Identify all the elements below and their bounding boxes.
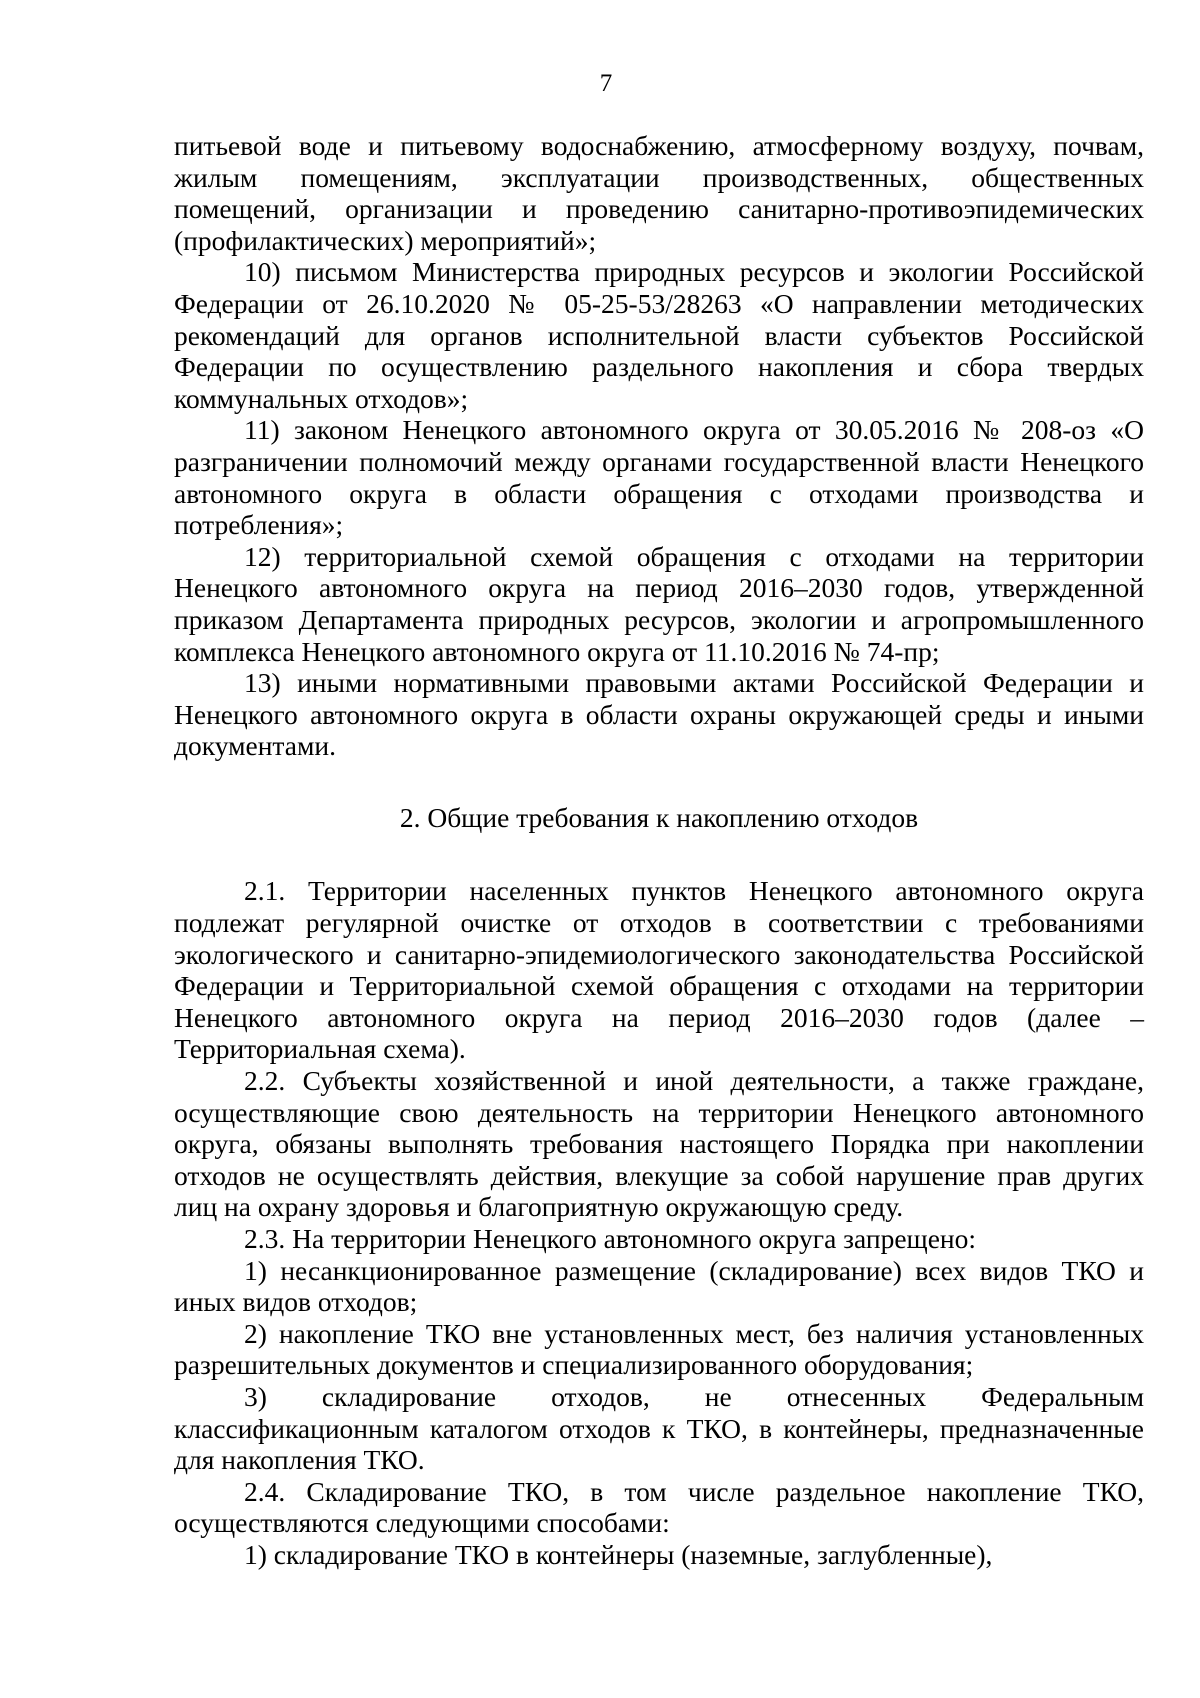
clause-2-4-item-1: 1) складирование ТКО в контейнеры (наземные, заглубленные), — [244, 1538, 993, 1570]
paragraph-continuation: питьевой воде и питьевому водоснабжению, атмосферному воздуху, почвам, жилым помещениям, эксплуатации производственных, общественных помещений, организации и проведению санитарно-противоэпидемических (профилактических) мероприятий»; — [174, 130, 1144, 256]
document-body — [174, 130, 1144, 1571]
list-item-10: 10) письмом Министерства природных ресурсов и экологии Российской Федерации от 26.10.2020 № 05-25-53/28263 «О направлении методических рекомендаций для органов исполнительной власти субъектов Российской Федерации по осуществлению раздельного накопления и сбора твердых коммунальных отходов»; — [174, 256, 1144, 414]
section-heading: 2. Общие требования к накоплению отходов — [399, 801, 919, 833]
clause-2-2: 2.2. Субъекты хозяйственной и иной деятельности, а также граждане, осуществляющие свою деятельность на территории Ненецкого автономного округа, обязаны выполнять требования настоящего Порядка при накоплении отходов не осуществлять действия, влекущие за собой нарушение прав других лиц на охрану здоровья и благоприятную окружающую среду. — [174, 1065, 1144, 1223]
clause-2-3: 2.3. На территории Ненецкого автономного округа запрещено: — [244, 1223, 977, 1254]
clause-2-1: 2.1. Территории населенных пунктов Ненецкого автономного округа подлежат регулярной очистке от отходов в соответствии с требованиями экологического и санитарно-эпидемиологического законодательства Российской Федерации и Территориальной схемой обращения с отходами на территории Ненецкого автономного округа на период 2016–2030 годов (далее – Территориальная схема). — [174, 875, 1144, 1065]
clause-2-3-item-3: 3) складирование отходов, не отнесенных Федеральным классификационным каталогом отходов к ТКО, в контейнеры, предназначенные для накопления ТКО. — [174, 1380, 1144, 1476]
clause-2-3-item-1: 1) несанкционированное размещение (складирование) всех видов ТКО и иных видов отходов; — [174, 1254, 1144, 1318]
clause-2-4: 2.4. Складирование ТКО, в том числе раздельное накопление ТКО, осуществляются следующими способами: — [174, 1475, 1144, 1539]
list-item-13: 13) иными нормативными правовыми актами Российской Федерации и Ненецкого автономного округа в области охраны окружающей среды и иными документами. — [174, 667, 1144, 762]
list-item-11: 11) законом Ненецкого автономного округа от 30.05.2016 № 208-оз «О разграничении полномочий между органами государственной власти Ненецкого автономного округа в области обращения с отходами производства и потребления»; — [174, 414, 1144, 541]
page-number: 7 — [599, 70, 613, 97]
list-item-12: 12) территориальной схемой обращения с отходами на территории Ненецкого автономного округа на период 2016–2030 годов, утвержденной приказом Департамента природных ресурсов, экологии и агропромышленного комплекса Ненецкого автономного округа от 11.10.2016 № 74-пр; — [174, 540, 1144, 667]
clause-2-3-item-2: 2) накопление ТКО вне установленных мест, без наличия установленных разрешительных документов и специализированного оборудования; — [174, 1317, 1144, 1381]
